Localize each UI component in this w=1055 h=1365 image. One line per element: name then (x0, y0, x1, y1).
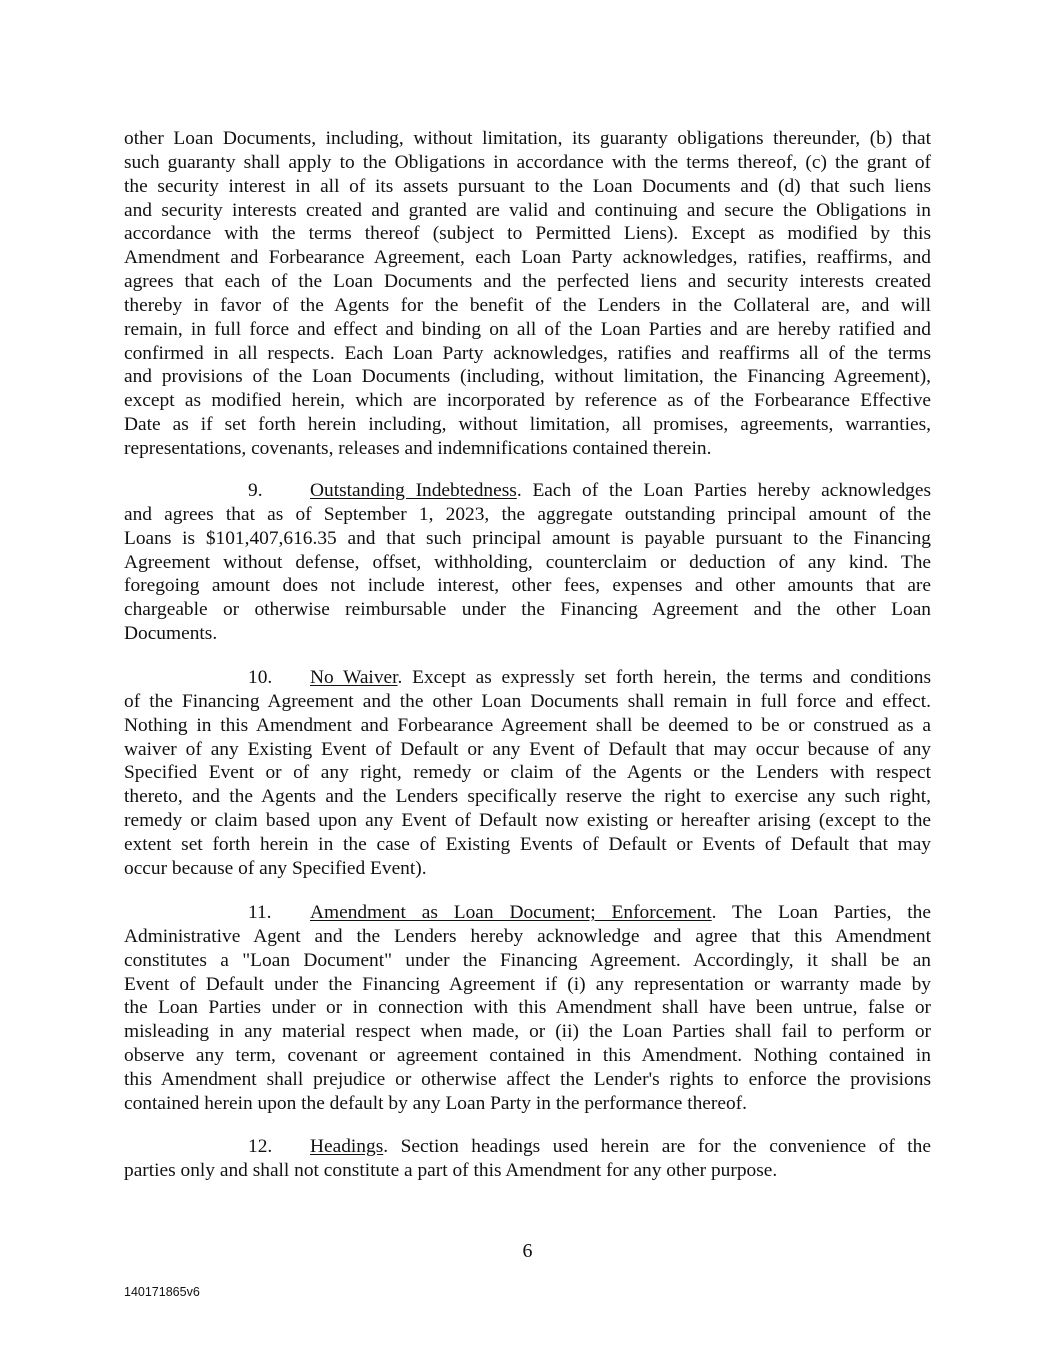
text-line: waiver of any Existing Event of Default or any Event of Default that may occur because of any (124, 738, 931, 760)
section-heading: No Waiver (310, 667, 398, 688)
text-line: Specified Event or of any right, remedy or claim of the Agents or the Lenders with respect (124, 762, 931, 784)
text-line: contained herein upon the default by any Loan Party in the performance thereof. (124, 1092, 747, 1114)
text-line: Agreement without defense, offset, withholding, counterclaim or deduction of any kind. The (124, 551, 931, 573)
text-line: Loans is $101,407,616.35 and that such principal amount is payable pursuant to the Financing (124, 527, 931, 549)
text-line: and security interests created and granted are valid and continuing and secure the Obligations in (124, 199, 931, 221)
document-id: 140171865v6 (124, 1285, 200, 1299)
section-11-amendment-as-loan-document (124, 901, 931, 1116)
text-line: foregoing amount does not include interest, other fees, expenses and other amounts that are (124, 575, 931, 597)
section-heading: Amendment as Loan Document; Enforcement (310, 902, 712, 923)
text-line: agrees that each of the Loan Documents and the perfected liens and security interests created (124, 271, 931, 293)
page-number: 6 (522, 1240, 533, 1262)
text-line: observe any term, covenant or agreement contained in this Amendment. Nothing contained in (124, 1045, 931, 1067)
section-12-headings (124, 1135, 931, 1183)
section-first-line (124, 1135, 931, 1159)
text-line: occur because of any Specified Event). (124, 857, 427, 879)
text-line: accordance with the terms thereof (subject to Permitted Liens). Except as modified by this (124, 223, 931, 245)
text-line: Event of Default under the Financing Agreement if (i) any representation or warranty made by (124, 973, 931, 995)
text-line: Administrative Agent and the Lenders hereby acknowledge and agree that this Amendment (124, 925, 931, 947)
text-line: Documents. (124, 623, 218, 645)
section-first-line-rest: . Section headings used herein are for the convenience of the (383, 1136, 931, 1157)
text-line: Date as if set forth herein including, without limitation, all promises, agreements, warranties, (124, 414, 931, 436)
section-first-line (124, 479, 931, 503)
section-number: 10. (248, 667, 273, 688)
text-line: extent set forth herein in the case of Existing Events of Default or Events of Default that may (124, 833, 931, 855)
section-10-no-waiver (124, 666, 931, 881)
text-line: thereby in favor of the Agents for the benefit of the Lenders in the Collateral are, and will (124, 294, 931, 316)
text-line: remedy or claim based upon any Event of Default now existing or hereafter arising (except to the (124, 810, 931, 832)
section-first-line-text (310, 1135, 931, 1159)
text-line: misleading in any material respect when made, or (ii) the Loan Parties shall fail to perform or (124, 1021, 931, 1043)
continuation-paragraph (124, 127, 931, 461)
section-first-line-text (310, 901, 931, 925)
section-number: 9. (248, 480, 263, 501)
text-line: Nothing in this Amendment and Forbearance Agreement shall be deemed to be or construed as a (124, 714, 931, 736)
text-line: confirmed in all respects. Each Loan Party acknowledges, ratifies and reaffirms all of the terms (124, 342, 931, 364)
text-line: chargeable or otherwise reimbursable under the Financing Agreement and the other Loan (124, 599, 931, 621)
section-heading: Outstanding Indebtedness (310, 480, 517, 501)
text-line: and agrees that as of September 1, 2023, the aggregate outstanding principal amount of the (124, 503, 931, 525)
text-line: such guaranty shall apply to the Obligations in accordance with the terms thereof, (c) the grant of (124, 151, 931, 173)
text-line: of the Financing Agreement and the other Loan Documents shall remain in full force and effect. (124, 690, 931, 712)
text-line: constitutes a "Loan Document" under the Financing Agreement. Accordingly, it shall be an (124, 949, 931, 971)
section-first-line-text (310, 666, 931, 690)
section-number: 11. (248, 902, 272, 923)
text-line: the Loan Parties under or in connection with this Amendment shall have been untrue, false or (124, 997, 931, 1019)
section-first-line-rest: . Each of the Loan Parties hereby acknowledges (516, 480, 932, 501)
text-line: other Loan Documents, including, without limitation, its guaranty obligations thereunder, (b) that (124, 128, 931, 149)
text-line: representations, covenants, releases and indemnifications contained therein. (124, 437, 712, 459)
text-line: Amendment and Forbearance Agreement, each Loan Party acknowledges, ratifies, reaffirms, and (124, 247, 931, 269)
section-first-line-text (310, 479, 931, 503)
text-line: the security interest in all of its assets pursuant to the Loan Documents and (d) that such liens (124, 175, 931, 197)
text-line: thereto, and the Agents and the Lenders specifically reserve the right to exercise any such right, (124, 786, 931, 808)
section-9-outstanding-indebtedness (124, 479, 931, 646)
text-line: and provisions of the Loan Documents (including, without limitation, the Financing Agreement), (124, 366, 931, 388)
text-line: this Amendment shall prejudice or otherwise affect the Lender's rights to enforce the provisions (124, 1068, 931, 1090)
section-first-line-rest: . Except as expressly set forth herein, the terms and conditions (397, 667, 931, 688)
section-first-line (124, 666, 931, 690)
text-line: remain, in full force and effect and binding on all of the Loan Parties and are hereby ratified and (124, 318, 931, 340)
section-first-line-rest: . The Loan Parties, the (711, 902, 931, 923)
text-line: parties only and shall not constitute a part of this Amendment for any other purpose. (124, 1159, 778, 1181)
section-number: 12. (248, 1136, 273, 1157)
section-first-line (124, 901, 931, 925)
text-line: except as modified herein, which are incorporated by reference as of the Forbearance Effective (124, 390, 931, 412)
section-heading: Headings (310, 1136, 384, 1157)
